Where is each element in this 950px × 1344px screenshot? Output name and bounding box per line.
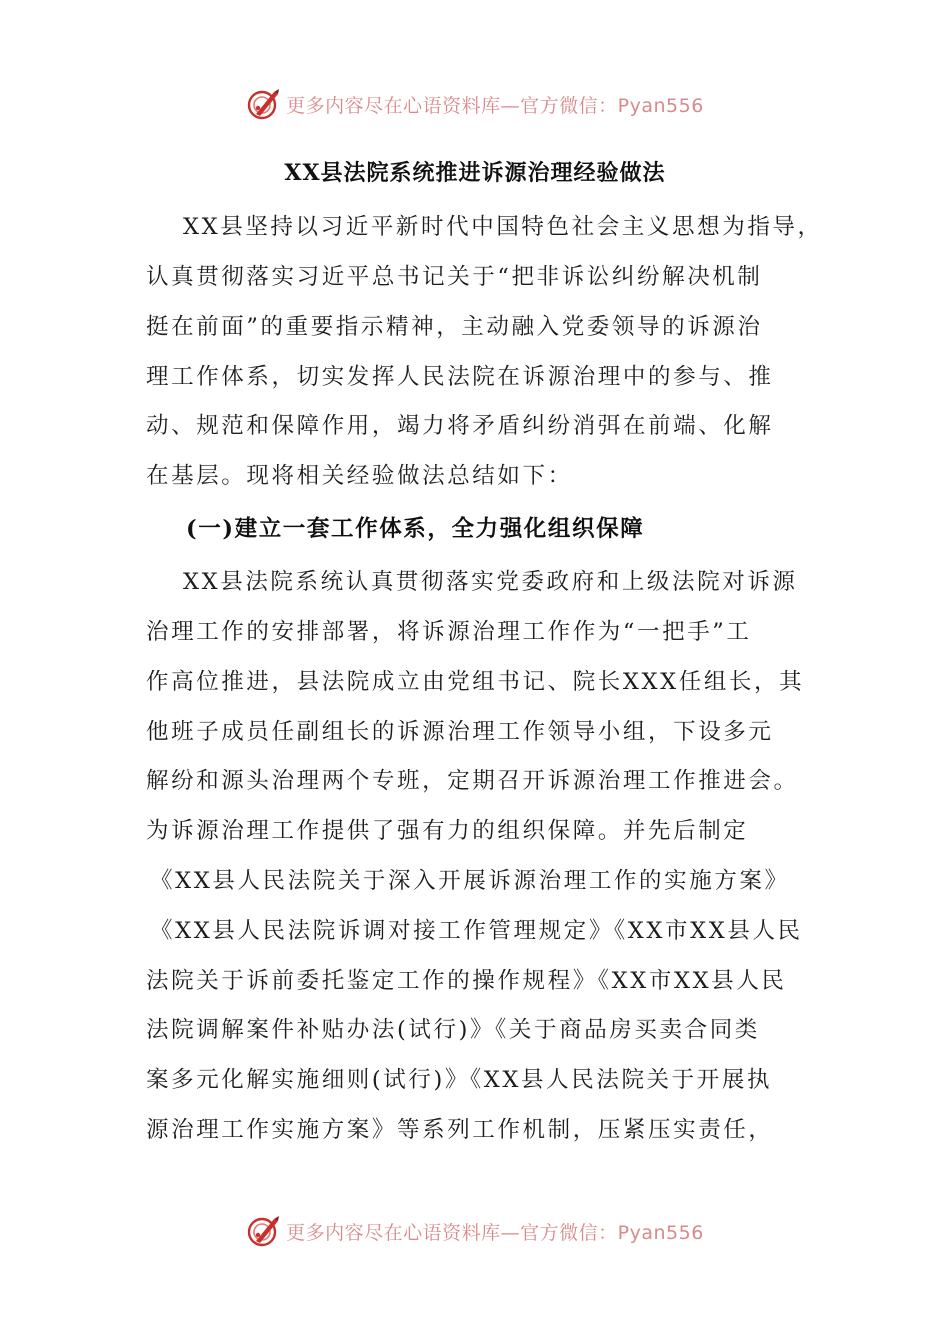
section-heading: (一)建立一套工作体系，全力强化组织保障 <box>186 516 645 542</box>
text-line: 治理工作的安排部署，将诉源治理工作作为“一把手”工 <box>146 619 752 645</box>
watermark-handle: Pyan556 <box>617 94 704 117</box>
text-line: 挺在前面”的重要指示精神，主动融入党委领导的诉源治 <box>146 314 763 340</box>
document-title: XX县法院系统推进诉源治理经验做法 <box>284 160 666 186</box>
text-line: 法院关于诉前委托鉴定工作的操作规程》《XX市XX县人民 <box>146 968 787 994</box>
text-line: 认真贯彻落实习近平总书记关于“把非诉讼纠纷解决机制 <box>146 264 763 290</box>
watermark-text: 更多内容尽在心语资料库—官方微信：Pyan556 <box>286 94 704 117</box>
text-line: 《XX县人民法院关于深入开展诉源治理工作的实施方案》 <box>150 868 790 894</box>
header-watermark <box>0 84 950 124</box>
text-line: 案多元化解实施细则(试行)》《XX县人民法院关于开展执 <box>146 1067 773 1093</box>
watermark-handle: Pyan556 <box>617 1221 704 1244</box>
text-line: 动、规范和保障作用，竭力将矛盾纠纷消弭在前端、化解 <box>146 413 774 439</box>
text-line: 为诉源治理工作提供了强有力的组织保障。并先后制定 <box>146 818 749 844</box>
text-line: 理工作体系，切实发挥人民法院在诉源治理中的参与、推 <box>146 364 774 390</box>
text-line: XX县坚持以习近平新时代中国特色社会主义思想为指导， <box>183 214 823 240</box>
text-line: 他班子成员任副组长的诉源治理工作领导小组，下设多元 <box>146 719 774 745</box>
text-line: XX县法院系统认真贯彻落实党委政府和上级法院对诉源 <box>183 569 798 595</box>
text-line: 《XX县人民法院诉调对接工作管理规定》《XX市XX县人民 <box>150 918 803 944</box>
text-line: 作高位推进，县法院成立由党组书记、院长XXX任组长，其 <box>146 669 805 695</box>
text-line: 在基层。现将相关经验做法总结如下： <box>146 463 573 489</box>
footer-watermark <box>0 1211 950 1251</box>
watermark-text: 更多内容尽在心语资料库—官方微信：Pyan556 <box>286 1221 704 1244</box>
text-line: 源治理工作实施方案》等系列工作机制，压紧压实责任， <box>146 1117 774 1143</box>
text-line: 法院调解案件补贴办法(试行)》《关于商品房买卖合同类 <box>146 1017 760 1043</box>
pen-logo-icon <box>246 1213 282 1249</box>
pen-logo-icon <box>246 86 282 122</box>
text-line: 解纷和源头治理两个专班，定期召开诉源治理工作推进会。 <box>146 768 799 794</box>
